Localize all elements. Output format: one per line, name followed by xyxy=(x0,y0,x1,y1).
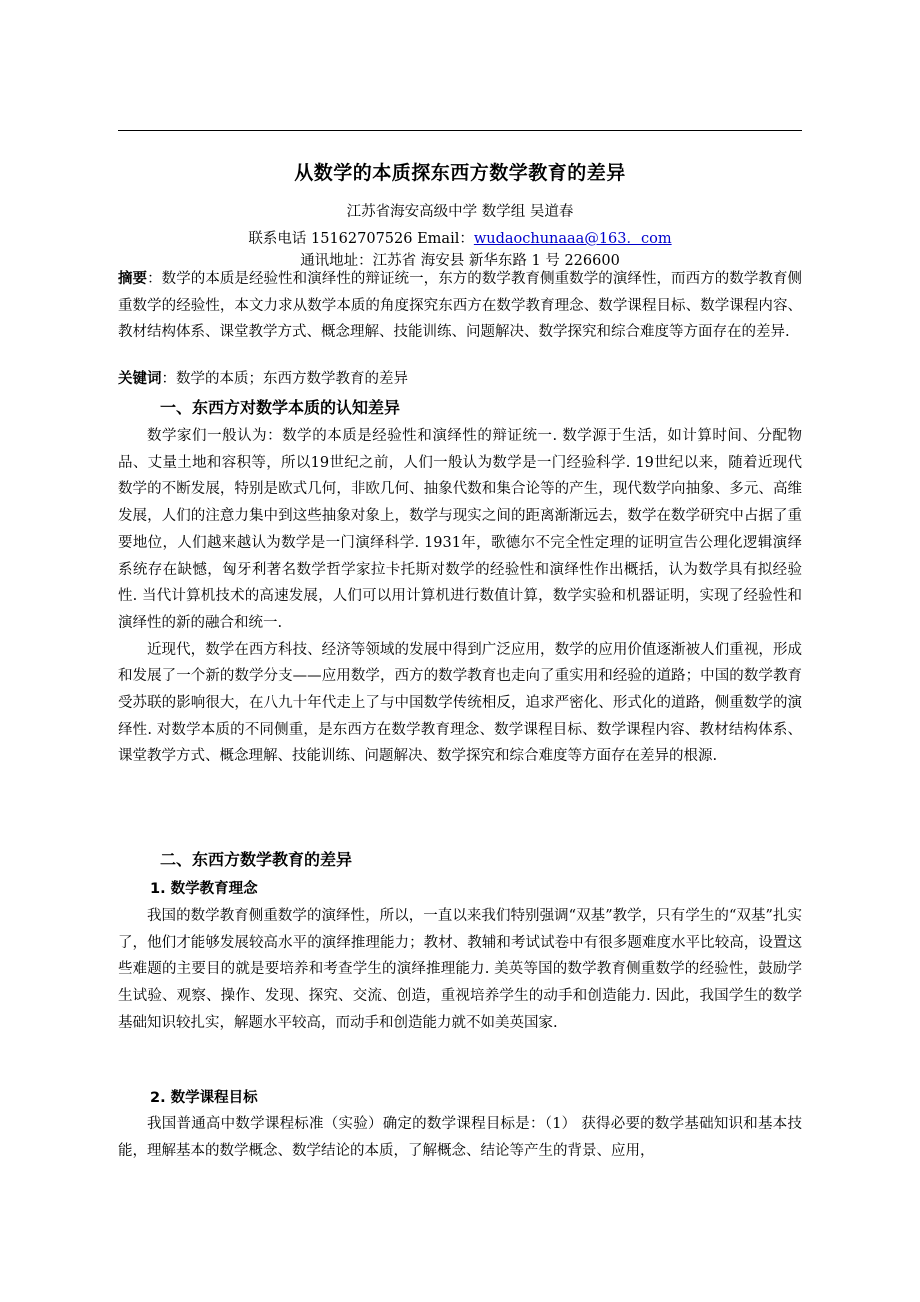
keywords-text: ：数学的本质；东西方数学教育的差异 xyxy=(161,371,408,387)
abstract-label: 摘要 xyxy=(118,271,148,287)
header-rule xyxy=(118,130,802,131)
section2-heading: 二、东西方数学教育的差异 xyxy=(160,850,353,869)
subsection-1-body xyxy=(118,903,802,1037)
subsection-2-paragraph: 我国普通高中数学课程标准（实验）确定的数学课程目标是：（1） 获得必要的数学基础知识和基本技能，理解基本的数学概念、数学结论的本质，了解概念、结论等产生的背景、应用， xyxy=(118,1116,802,1159)
abstract-text: ：数学的本质是经验性和演绎性的辩证统一，东方的数学教育侧重数学的演绎性，而西方的数学教育侧重数学的经验性，本文力求从数学本质的角度探究东西方在数学教育理念、数学课程目标、数学课程内容、教材结构体系、课堂教学方式、概念理解、技能训练、问题解决、数学探究和综合难度等方面存在的差异. xyxy=(118,271,802,341)
contact-phone: 联系电话 15162707526 Email： xyxy=(248,231,474,247)
document-title: 从数学的本质探东西方数学教育的差异 xyxy=(294,162,626,184)
section1-paragraph-1: 数学家们一般认为：数学的本质是经验性和演绎性的辩证统一. 数学源于生活，如计算时间、分配物品、丈量土地和容积等，所以19世纪之前，人们一般认为数学是一门经验科学. 19世纪以来，随着近现代数学的不断发展，特别是欧式几何，非欧几何、抽象代数和集合论等的产生，现代数学向抽象、多元、高维发展，人们的注意力集中到这些抽象对象上，数学与现实之间的距离渐渐远去，数学在数学研究中占据了重要地位，人们越来越认为数学是一门演绎科学. 1931年，歌德尔不完全性定理的证明宣告公理化逻辑演绎系统存在缺憾，匈牙利著名数学哲学家拉卡托斯对数学的经验性和演绎性作出概括，认为数学具有拟经验性. 当代计算机技术的高速发展，人们可以用计算机进行数值计算，数学实验和机器证明，实现了经验性和演绎性的新的融合和统一. xyxy=(118,428,802,631)
subsection-1-heading: 1. 数学教育理念 xyxy=(150,881,258,897)
keywords-label: 关键词 xyxy=(118,371,162,387)
address-line: 通讯地址：江苏省 海安县 新华东路 1 号 226600 xyxy=(300,253,620,269)
subsection-2-body xyxy=(118,1111,802,1164)
email-link[interactable]: wudaochunaaa@163．com xyxy=(473,231,672,247)
section1-paragraph-2: 近现代，数学在西方科技、经济等领域的发展中得到广泛应用，数学的应用价值逐渐被人们重视，形成和发展了一个新的数学分支——应用数学，西方的数学教育也走向了重实用和经验的道路；中国的数学教育受苏联的影响很大，在八九十年代走上了与中国数学传统相反，追求严密化、形式化的道路，侧重数学的演绎性. 对数学本质的不同侧重，是东西方在数学教育理念、数学课程目标、数学课程内容、教材结构体系、课堂教学方式、概念理解、技能训练、问题解决、数学探究和综合难度等方面存在差异的根源. xyxy=(118,641,802,765)
section1-heading: 一、东西方对数学本质的认知差异 xyxy=(160,398,401,417)
subsection-2-heading: 2. 数学课程目标 xyxy=(150,1090,258,1106)
contact-line xyxy=(118,227,802,248)
subsection-1-paragraph: 我国的数学教育侧重数学的演绎性，所以，一直以来我们特别强调“双基”教学，只有学生的“双基”扎实了，他们才能够发展较高水平的演绎推理能力；教材、教辅和考试试卷中有很多题难度水平比较高，设置这些难题的主要目的就是要培养和考查学生的演绎推理能力. 美英等国的数学教育侧重数学的经验性，鼓励学生试验、观察、操作、发现、探究、交流、创造，重视培养学生的动手和创造能力. 因此，我国学生的数学基础知识较扎实，解题水平较高，而动手和创造能力就不如美英国家. xyxy=(118,908,802,1031)
author-line: 江苏省海安高级中学 数学组 吴道春 xyxy=(346,204,574,220)
abstract-block xyxy=(118,266,802,346)
keywords-block xyxy=(118,366,802,393)
section1-body xyxy=(118,423,802,770)
